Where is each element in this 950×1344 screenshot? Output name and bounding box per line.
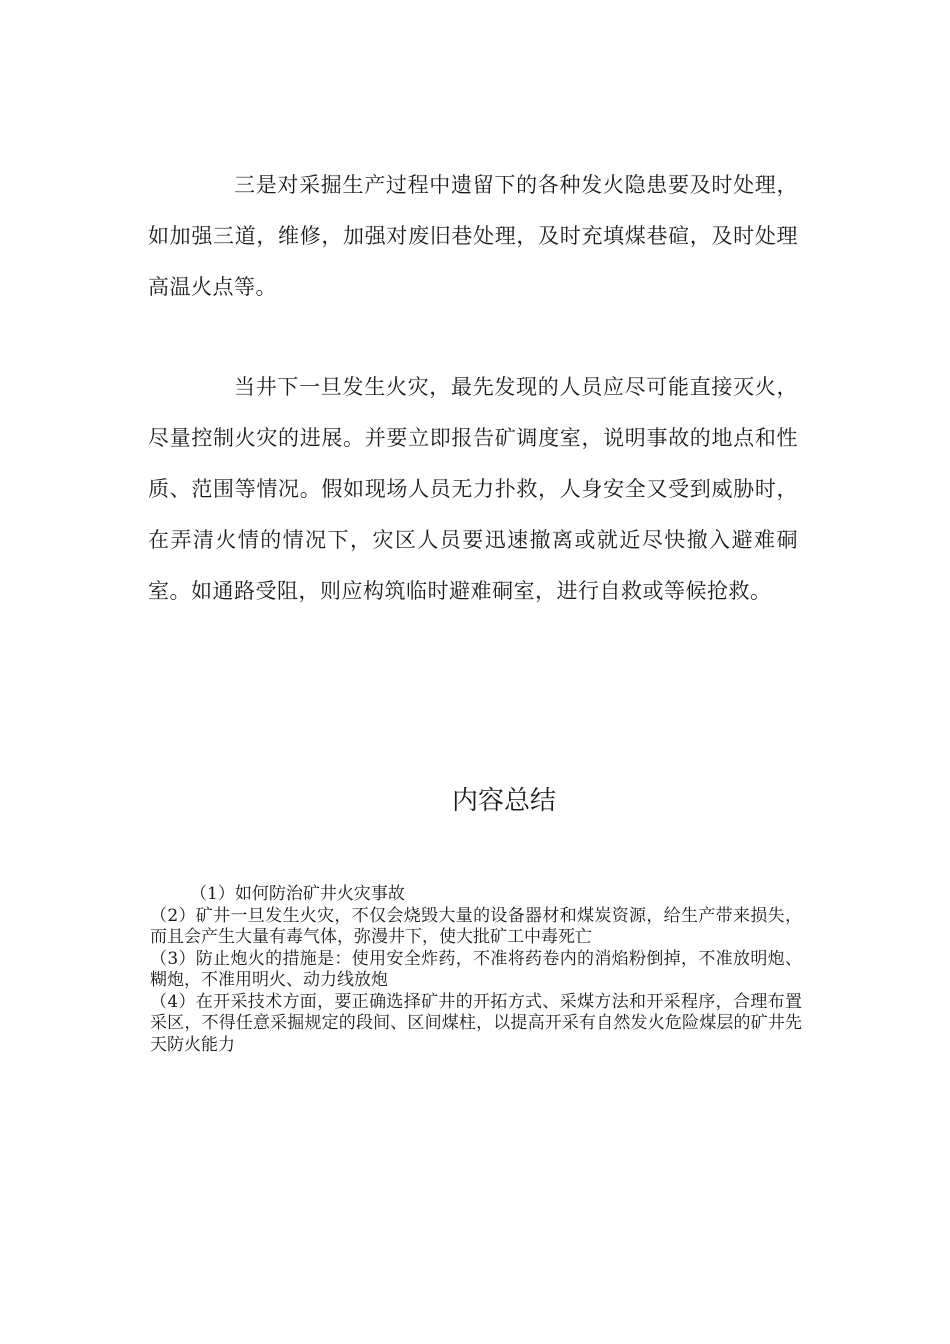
summary-item-2: （2）矿井一旦发生火灾，不仅会烧毁大量的设备器材和煤炭资源，给生产带来损失，而且会产生大量有毒气体，弥漫井下，使大批矿工中毒死亡 bbox=[150, 905, 802, 947]
summary-item-4: （4）在开采技术方面，要正确选择矿井的开拓方式、采煤方法和开采程序，合理布置采区，不得任意采掘规定的段间、区间煤柱，以提高开采有自然发火危险煤层的矿井先天防火能力 bbox=[150, 991, 802, 1055]
summary-list bbox=[150, 884, 802, 1056]
body-paragraph-2: 当井下一旦发生火灾，最先发现的人员应尽可能直接灭火，尽量控制火灾的进展。并要立即报告矿调度室，说明事故的地点和性质、范围等情况。假如现场人员无力扑救，人身安全又受到威胁时，在弄清火情的情况下，灾区人员要迅速撤离或就近尽快撤入避难硐室。如通路受阻，则应构筑临时避难硐室，进行自救或等候抢救。 bbox=[148, 375, 798, 603]
summary-title: 内容总结 bbox=[451, 786, 556, 816]
body-paragraph-1: 三是对采掘生产过程中遗留下的各种发火隐患要及时处理，如加强三道，维修，加强对废旧巷处理，及时充填煤巷碹，及时处理高温火点等。 bbox=[148, 173, 798, 299]
summary-item-3: （3）防止炮火的措施是：使用安全炸药，不准将药卷内的消焰粉倒掉，不准放明炮、糊炮，不准用明火、动力线放炮 bbox=[150, 948, 802, 990]
summary-item-1: （1）如何防治矿井火灾事故 bbox=[190, 884, 405, 904]
